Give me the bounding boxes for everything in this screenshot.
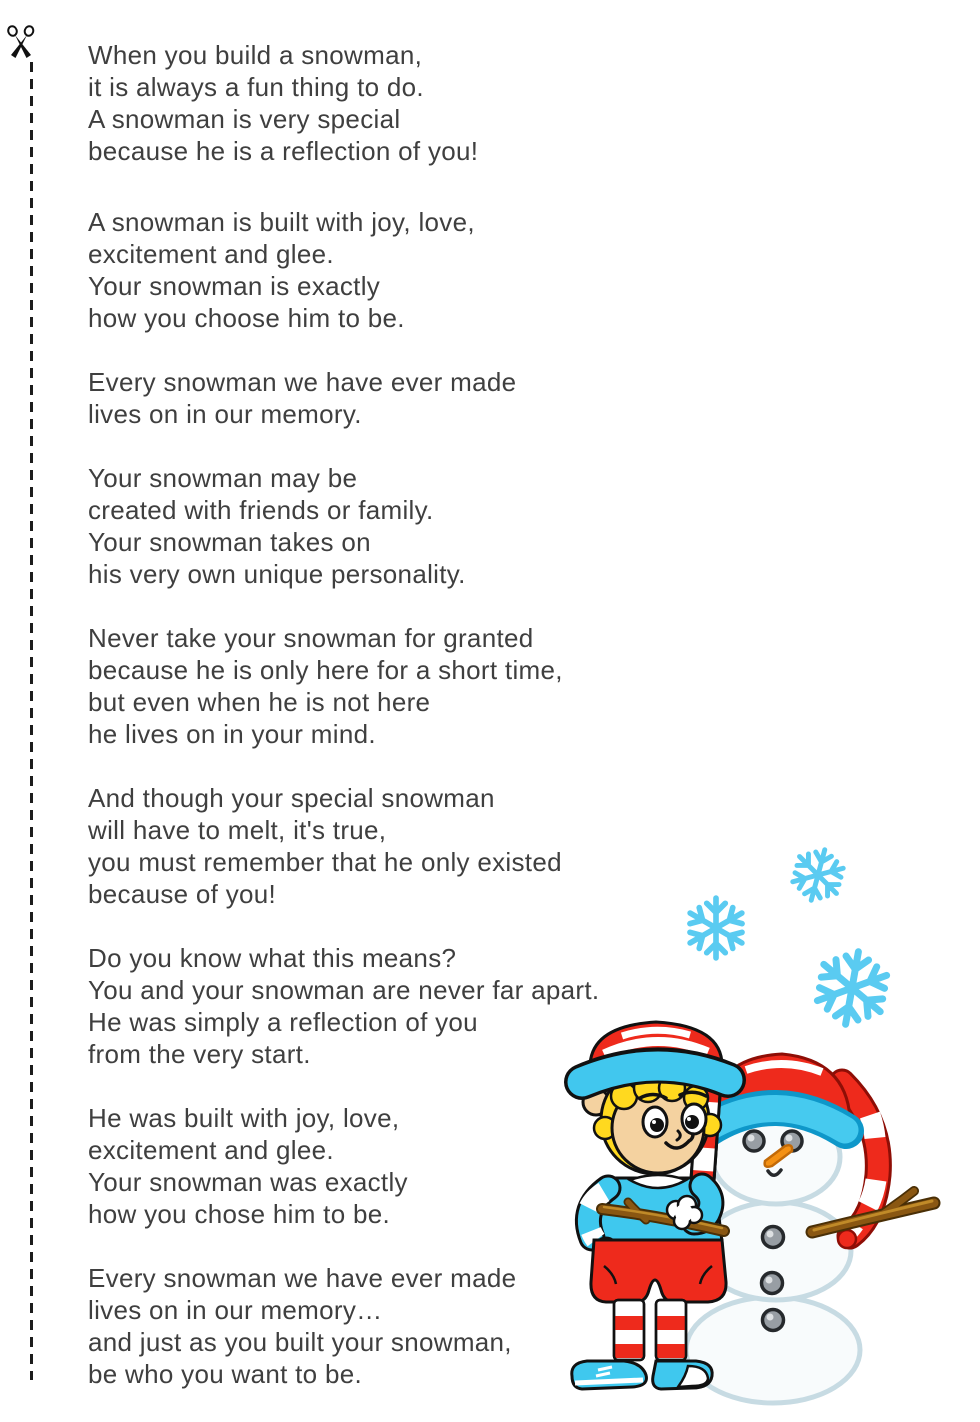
poem-line: how you choose him to be. xyxy=(88,303,405,333)
poem-line: Every snowman we have ever made xyxy=(88,1263,517,1293)
poem-stanza xyxy=(88,206,599,334)
snowflake-icon xyxy=(685,898,746,958)
poem-line: he lives on in your mind. xyxy=(88,719,376,749)
poem-stanza xyxy=(88,1102,599,1230)
boy-shorts xyxy=(591,1240,726,1302)
poem-line: his very own unique personality. xyxy=(88,559,466,589)
poem-line: When you build a snowman, xyxy=(88,40,423,70)
poem-line: and just as you built your snowman, xyxy=(88,1327,512,1357)
snowman-buttons xyxy=(762,1227,784,1331)
poem-line: because he is a reflection of you! xyxy=(88,136,479,166)
poem-line: excitement and glee. xyxy=(88,1135,334,1165)
poem-line: how you chose him to be. xyxy=(88,1199,391,1229)
poem-stanza xyxy=(88,1262,599,1390)
poem-stanza xyxy=(88,942,599,1070)
poem-stanza xyxy=(88,462,599,590)
boy-shoes xyxy=(572,1361,712,1389)
poem-line: You and your snowman are never far apart. xyxy=(88,975,600,1005)
poem-line: you must remember that he only existed xyxy=(88,847,562,877)
poem-line: will have to melt, it's true, xyxy=(88,815,387,845)
poem-line: Every snowman we have ever made xyxy=(88,367,517,397)
poem-line: excitement and glee. xyxy=(88,239,334,269)
poem-stanza xyxy=(88,39,599,167)
poem-line: it is always a fun thing to do. xyxy=(88,72,424,102)
poem-line: Never take your snowman for granted xyxy=(88,623,534,653)
poem-line: but even when he is not here xyxy=(88,687,431,717)
poem-line: lives on in our memory. xyxy=(88,399,362,429)
boy-snowman-illustration xyxy=(560,830,980,1419)
poem-stanza xyxy=(88,782,599,910)
poem-line: lives on in our memory… xyxy=(88,1295,383,1325)
poem-line: He was simply a reflection of you xyxy=(88,1007,478,1037)
poem-line: because of you! xyxy=(88,879,277,909)
poem xyxy=(88,39,599,1422)
poem-line: And though your special snowman xyxy=(88,783,495,813)
poem-line: Your snowman was exactly xyxy=(88,1167,408,1197)
scissors-icon xyxy=(5,25,37,61)
boy-socks xyxy=(612,1300,688,1360)
cut-dashed-line xyxy=(30,62,33,1380)
snowflake-icon xyxy=(809,945,896,1031)
poem-line: from the very start. xyxy=(88,1039,311,1069)
poem-line: A snowman is very special xyxy=(88,104,401,134)
poem-line: Do you know what this means? xyxy=(88,943,457,973)
poem-line: be who you want to be. xyxy=(88,1359,363,1389)
poem-line: Your snowman takes on xyxy=(88,527,371,557)
poem-line: Your snowman is exactly xyxy=(88,271,381,301)
boy-hat xyxy=(582,1022,728,1082)
poem-line: created with friends or family. xyxy=(88,495,434,525)
poem-line: He was built with joy, love, xyxy=(88,1103,400,1133)
poem-line: Your snowman may be xyxy=(88,463,358,493)
snowflake-icon xyxy=(785,843,850,907)
poem-stanza xyxy=(88,366,599,430)
poem-line: because he is only here for a short time, xyxy=(88,655,563,685)
poem-stanza xyxy=(88,622,599,750)
poem-line: A snowman is built with joy, love, xyxy=(88,207,475,237)
